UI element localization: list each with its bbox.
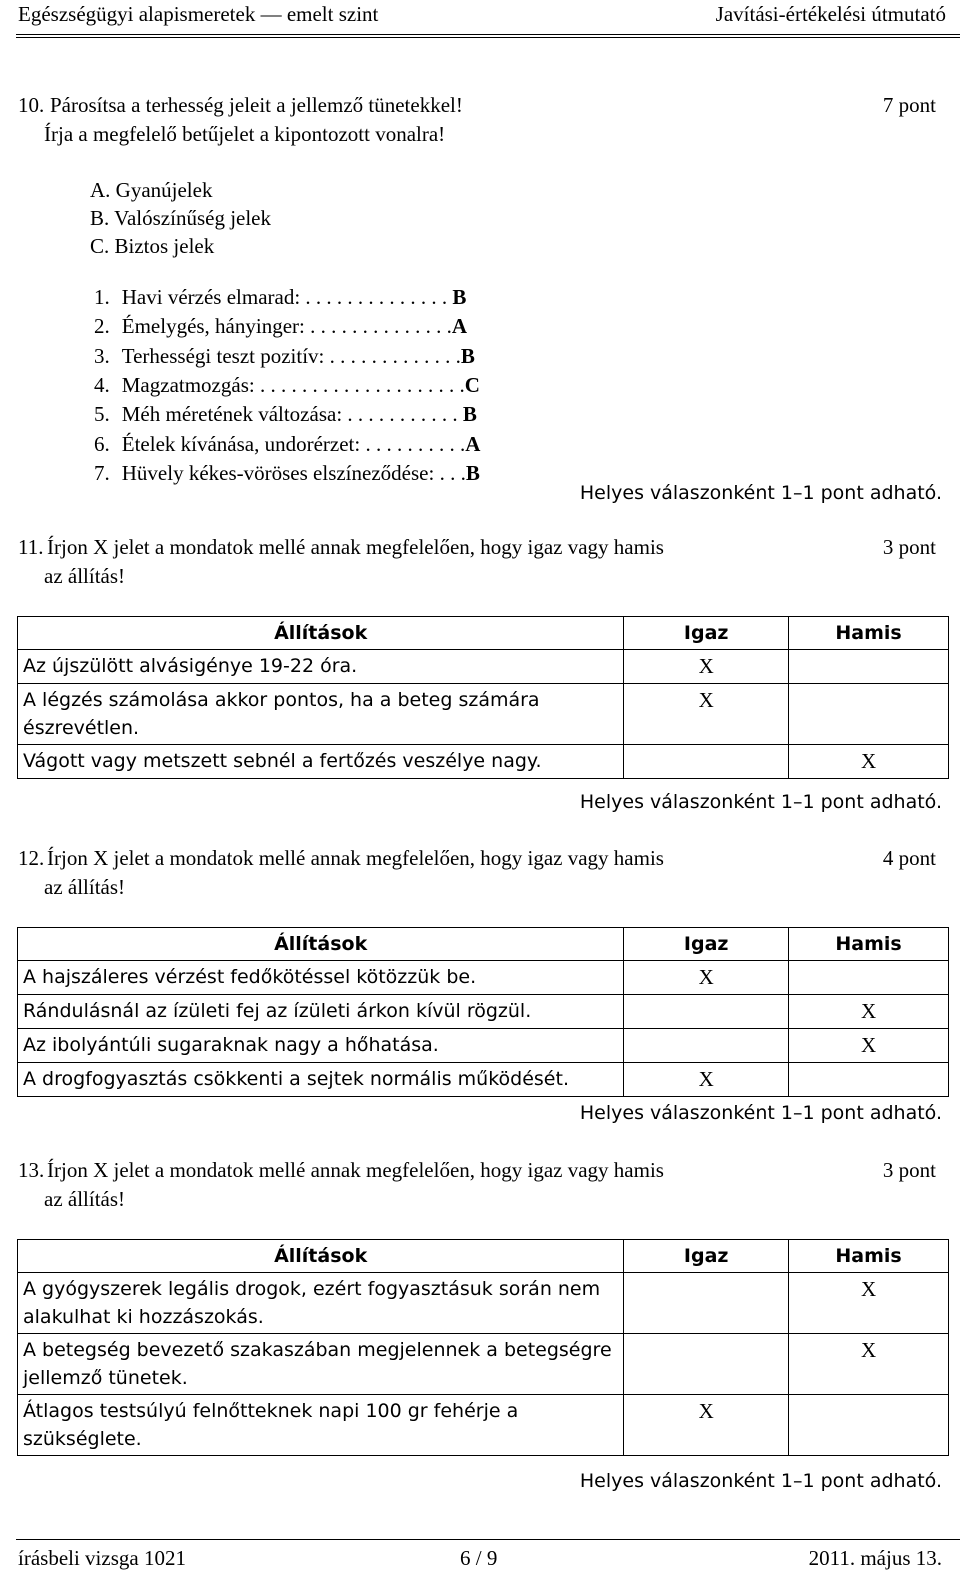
footer-divider (16, 1539, 960, 1540)
matching-item (94, 404, 477, 425)
question-title: Írjon X jelet a mondatok mellé annak megfelelően, hogy igaz vagy hamis (47, 846, 664, 870)
footer-left: írásbeli vizsga 1021 (18, 1546, 186, 1570)
statement-text: A drogfogyasztás csökkenti a sejtek normális működését. (18, 1063, 624, 1097)
statement-text: A légzés számolása akkor pontos, ha a beteg számára észrevétlen. (18, 684, 624, 745)
column-header-true: Igaz (624, 617, 789, 650)
column-header-true: Igaz (624, 1240, 789, 1273)
true-cell (624, 1029, 789, 1063)
question-number: 10. (18, 93, 45, 117)
item-dots: . . . . . . . . . . . (342, 402, 463, 427)
scoring-note: Helyes válaszonként 1–1 pont adható. (579, 791, 942, 813)
item-text: Hüvely kékes-vöröses elszíneződése: (121, 460, 435, 485)
true-mark: X (698, 1067, 714, 1091)
item-dots: . . . . . . . . . . . . . . . . . . . . (254, 372, 465, 397)
table-row (18, 1273, 949, 1334)
header-right: Javítási-értékelési útmutató (715, 2, 946, 26)
false-cell (789, 650, 949, 684)
false-mark: X (860, 749, 877, 773)
table-row (18, 1063, 949, 1097)
question-title-line2: az állítás! (44, 1187, 126, 1211)
option-b: B. Valószínűség jelek (90, 206, 272, 230)
item-text: Ételek kívánása, undorérzet: (121, 431, 361, 456)
statement-text: A gyógyszerek legális drogok, ezért fogyasztásuk során nem alakulhat ki hozzászokás. (18, 1273, 624, 1334)
item-dots: . . . . . . . . . . . . . . (300, 285, 453, 309)
table-row (18, 1029, 949, 1063)
true-cell (624, 1063, 789, 1097)
false-cell (789, 1334, 949, 1395)
false-cell (789, 1063, 949, 1097)
false-cell (789, 995, 949, 1029)
question-number: 12. (18, 846, 45, 870)
statement-text: Az ibolyántúli sugaraknak nagy a hőhatása. (18, 1029, 624, 1063)
question-points: 7 pont (882, 93, 936, 117)
false-cell (789, 1273, 949, 1334)
question-title: Párosítsa a terhesség jeleit a jellemző tünetekkel! (50, 93, 463, 117)
column-header-statements: Állítások (18, 1240, 624, 1273)
item-number: 3. (94, 343, 110, 368)
item-answer: A (465, 431, 481, 456)
table-row (18, 650, 949, 684)
question-number: 11. (18, 535, 44, 559)
table-row (18, 684, 949, 745)
table-row (18, 995, 949, 1029)
table-row (18, 1334, 949, 1395)
matching-item (94, 287, 466, 308)
item-answer: C (464, 372, 480, 397)
matching-item (94, 372, 480, 397)
false-mark: X (860, 1338, 877, 1362)
column-header-true: Igaz (624, 928, 789, 961)
item-number: 1. (94, 285, 110, 309)
question-title-line2: az állítás! (44, 564, 126, 588)
statement-text: Rándulásnál az ízületi fej az ízületi árkon kívül rögzül. (18, 995, 624, 1029)
item-number: 6. (94, 431, 110, 456)
true-cell (624, 1273, 789, 1334)
matching-item (94, 431, 481, 456)
table-row (18, 961, 949, 995)
item-text: Magzatmozgás: (121, 372, 255, 397)
table-header-row (18, 1240, 949, 1273)
header-divider-thin (16, 37, 960, 38)
item-number: 5. (94, 402, 110, 427)
question-points: 3 pont (882, 535, 936, 559)
item-number: 7. (94, 460, 110, 485)
scoring-note: Helyes válaszonként 1–1 pont adható. (579, 1470, 942, 1492)
true-cell (624, 1334, 789, 1395)
true-cell (624, 684, 789, 745)
column-header-false: Hamis (789, 928, 949, 961)
item-text: Havi vérzés elmarad: (121, 285, 301, 309)
false-cell (789, 1029, 949, 1063)
item-answer: B (465, 460, 480, 485)
table-row (18, 1395, 949, 1456)
false-cell (789, 684, 949, 745)
item-text: Méh méretének változása: (121, 402, 343, 427)
matching-item (94, 460, 480, 485)
item-answer: A (451, 314, 468, 339)
item-number: 2. (94, 314, 110, 339)
option-c: C. Biztos jelek (90, 234, 215, 258)
statement-text: Átlagos testsúlyú felnőtteknek napi 100 gr fehérje a szükséglete. (18, 1395, 624, 1456)
item-dots: . . . . . . . . . . (360, 431, 466, 456)
false-cell (789, 961, 949, 995)
false-mark: X (860, 1033, 877, 1057)
scoring-note: Helyes válaszonként 1–1 pont adható. (579, 1102, 942, 1124)
item-number: 4. (94, 372, 110, 397)
true-cell (624, 995, 789, 1029)
question-points: 4 pont (882, 846, 936, 870)
question-points: 3 pont (882, 1158, 936, 1182)
table-row (18, 745, 949, 779)
item-answer: B (460, 343, 475, 368)
column-header-false: Hamis (789, 1240, 949, 1273)
question-title-line2: az állítás! (44, 875, 126, 899)
statement-text: Vágott vagy metszett sebnél a fertőzés veszélye nagy. (18, 745, 624, 779)
true-cell (624, 650, 789, 684)
true-mark: X (698, 654, 714, 678)
statements-table-12 (17, 927, 949, 1097)
table-header-row (18, 617, 949, 650)
matching-item (94, 316, 467, 337)
question-title: Írjon X jelet a mondatok mellé annak megfelelően, hogy igaz vagy hamis (47, 1158, 664, 1182)
item-text: Émelygés, hányinger: (121, 314, 305, 339)
false-cell (789, 1395, 949, 1456)
statement-text: A hajszáleres vérzést fedőkötéssel kötözzük be. (18, 961, 624, 995)
false-mark: X (860, 1277, 877, 1301)
true-cell (624, 961, 789, 995)
false-cell (789, 745, 949, 779)
column-header-statements: Állítások (18, 617, 624, 650)
statement-text: A betegség bevezető szakaszában megjelennek a betegségre jellemző tünetek. (18, 1334, 624, 1395)
matching-item (94, 343, 475, 368)
footer-right: 2011. május 13. (808, 1546, 942, 1570)
item-text: Terhességi teszt pozitív: (121, 343, 325, 368)
header-divider (16, 34, 960, 35)
header-left: Egészségügyi alapismeretek — emelt szint (18, 2, 379, 26)
table-header-row (18, 928, 949, 961)
true-mark: X (698, 965, 714, 989)
statement-text: Az újszülött alvásigénye 19-22 óra. (18, 650, 624, 684)
question-title: Írjon X jelet a mondatok mellé annak megfelelően, hogy igaz vagy hamis (47, 535, 664, 559)
column-header-false: Hamis (789, 617, 949, 650)
question-title-line2: Írja a megfelelő betűjelet a kipontozott vonalra! (44, 122, 446, 146)
scoring-note: Helyes válaszonként 1–1 pont adható. (579, 482, 942, 504)
question-number: 13. (18, 1158, 45, 1182)
footer-page-number: 6 / 9 (460, 1546, 498, 1570)
item-dots: . . . . . . . . . . . . . . (304, 314, 452, 339)
statements-table-11 (17, 616, 949, 779)
true-mark: X (698, 688, 714, 712)
item-dots: . . . . . . . . . . . . . (324, 343, 461, 368)
true-cell (624, 745, 789, 779)
column-header-statements: Állítások (18, 928, 624, 961)
item-answer: B (462, 402, 477, 427)
statements-table-13 (17, 1239, 949, 1456)
item-answer: B (452, 285, 467, 309)
false-mark: X (860, 999, 877, 1023)
true-mark: X (698, 1399, 714, 1423)
true-cell (624, 1395, 789, 1456)
option-a: A. Gyanújelek (90, 178, 213, 202)
item-dots: . . . (434, 460, 466, 485)
